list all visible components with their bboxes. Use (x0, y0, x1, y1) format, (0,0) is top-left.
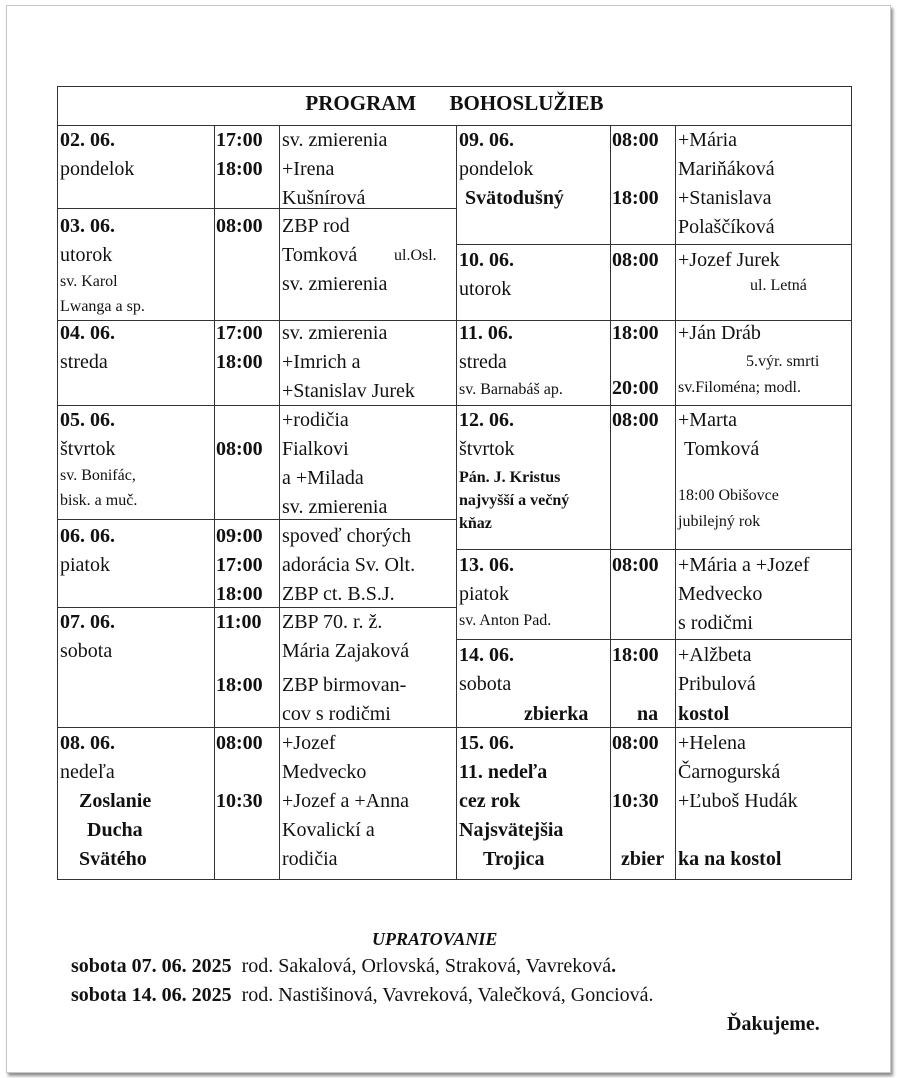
cleaning-date: sobota 14. 06. 2025 (71, 984, 232, 1006)
col-divider (214, 125, 215, 880)
feast: 11. nedeľa (459, 761, 548, 783)
feast: cez rok (459, 790, 521, 812)
intention: cov s rodičmi (282, 703, 391, 725)
time: 10:30 (612, 790, 659, 812)
weekday: sobota (459, 673, 512, 695)
time: 17:00 (216, 554, 263, 576)
intention: +Imrich a (282, 351, 361, 373)
intention: +rodičia (282, 409, 349, 431)
row-divider (58, 519, 456, 520)
intention: +Jozef a +Anna (282, 790, 409, 812)
feast: Najsvätejšia (459, 819, 564, 841)
date: 12. 06. (459, 409, 514, 431)
time: 20:00 (612, 377, 659, 399)
saint-note: Lwanga a sp. (60, 298, 145, 315)
time: 18:00 (612, 322, 659, 344)
feast: Svätodušný (465, 187, 564, 209)
date: 11. 06. (459, 322, 513, 344)
intention: +Stanislava (678, 187, 772, 209)
intention: +Ján Dráb (678, 322, 761, 344)
collection-note: zbier (621, 848, 665, 870)
thanks-text: Ďakujeme. (727, 1013, 820, 1035)
time: 17:00 (216, 129, 263, 151)
intention: +Ľuboš Hudák (678, 790, 798, 812)
intention: ZBP birmovan- (282, 674, 407, 696)
weekday: utorok (60, 244, 113, 266)
intention: sv. zmierenia (282, 129, 388, 151)
weekday: sobota (60, 640, 113, 662)
intention: Mária Zajaková (282, 640, 410, 662)
intention-note: sv.Filoména; modl. (678, 379, 801, 396)
cleaning-heading: UPRATOVANIE (372, 929, 498, 949)
intention: sv. zmierenia (282, 496, 388, 518)
time: 18:00 (612, 187, 659, 209)
weekday: štvrtok (459, 438, 515, 460)
collection-note: ka na kostol (678, 848, 782, 870)
date: 13. 06. (459, 554, 514, 576)
date: 10. 06. (459, 249, 514, 271)
page-title (58, 87, 851, 125)
intention: +Helena (678, 732, 746, 754)
time: 08:00 (612, 249, 659, 271)
feast: kňaz (459, 515, 492, 532)
title-word-bohosluzieb: BOHOSLUŽIEB (449, 91, 604, 115)
date: 02. 06. (60, 129, 115, 151)
collection-note: zbierka (524, 703, 589, 725)
time: 18:00 (612, 644, 659, 666)
intention-note: 5.výr. smrti (746, 353, 820, 370)
date: 05. 06. (60, 409, 115, 431)
intention: Mariňáková (678, 158, 775, 180)
intention-note: jubilejný rok (678, 513, 761, 530)
row-divider (456, 549, 851, 550)
intention: Fialkovi (282, 438, 349, 460)
time: 18:00 (216, 674, 263, 696)
time: 11:00 (216, 611, 262, 633)
date: 14. 06. (459, 644, 514, 666)
title-word-program: PROGRAM (305, 91, 417, 115)
intention: spoveď chorých (282, 525, 412, 547)
intention: adorácia Sv. Olt. (282, 554, 416, 576)
intention: sv. zmierenia (282, 273, 388, 295)
feast: Trojica (483, 848, 545, 870)
saint-note: sv. Anton Pad. (459, 612, 552, 629)
intention: +Jozef Jurek (678, 249, 780, 271)
intention: Čarnogurská (678, 761, 781, 783)
cleaning-period: . (611, 955, 617, 977)
intention: +Mária a +Jozef (678, 554, 810, 576)
intention: Kovalickí a (282, 819, 375, 841)
weekday: pondelok (60, 158, 135, 180)
collection-note: na (637, 703, 659, 725)
col-divider (456, 125, 457, 880)
intention: +Jozef (282, 732, 336, 754)
feast: najvyšší a večný (459, 492, 570, 509)
time: 08:00 (612, 409, 659, 431)
saint-note: sv. Bonifác, (60, 467, 136, 484)
time: 18:00 (216, 158, 263, 180)
intention-note: ul.Osl. (394, 247, 437, 264)
cleaning-families: rod. Sakalová, Orlovská, Straková, Vavreková (241, 955, 612, 977)
intention: +Irena (282, 158, 335, 180)
weekday: utorok (459, 278, 512, 300)
intention-note: 18:00 Obišovce (678, 487, 779, 504)
intention: a +Milada (282, 467, 364, 489)
cleaning-date: sobota 07. 06. 2025 (71, 955, 232, 977)
time: 08:00 (612, 129, 659, 151)
intention: ZBP rod (282, 215, 350, 237)
intention: Kušnírová (282, 187, 366, 209)
time: 08:00 (612, 732, 659, 754)
time: 17:00 (216, 322, 263, 344)
saint-note: sv. Karol (60, 273, 118, 290)
schedule-table (57, 86, 852, 880)
date: 09. 06. (459, 129, 514, 151)
weekday: štvrtok (60, 438, 116, 460)
weekday: streda (459, 351, 507, 373)
time: 10:30 (216, 790, 263, 812)
row-divider (58, 208, 456, 209)
intention: Medvecko (282, 761, 367, 783)
intention: +Alžbeta (678, 644, 752, 666)
intention: ZBP ct. B.S.J. (282, 583, 395, 605)
time: 09:00 (216, 525, 263, 547)
intention: sv. zmierenia (282, 322, 388, 344)
intention: Pribulová (678, 673, 756, 695)
intention: Tomková (684, 438, 760, 460)
intention: ZBP 70. r. ž. (282, 611, 383, 633)
date: 03. 06. (60, 215, 115, 237)
feast: Zoslanie (79, 790, 152, 812)
cleaning-row (71, 982, 654, 1008)
saint-note: sv. Barnabáš ap. (459, 381, 563, 398)
intention: rodičia (282, 848, 338, 870)
cleaning-row (71, 953, 616, 979)
time: 08:00 (216, 215, 263, 237)
feast: Ducha (87, 819, 143, 841)
weekday: pondelok (459, 158, 534, 180)
intention: Tomková (282, 244, 358, 266)
intention: +Marta (678, 409, 738, 431)
feast: Svätého (79, 848, 147, 870)
weekday: nedeľa (60, 761, 115, 783)
intention: +Stanislav Jurek (282, 380, 415, 402)
weekday: streda (60, 351, 108, 373)
row-divider (456, 244, 851, 245)
date: 06. 06. (60, 525, 115, 547)
col-divider (675, 125, 676, 880)
feast: Pán. J. Kristus (459, 469, 561, 486)
col-divider (610, 125, 611, 880)
weekday: piatok (459, 583, 509, 605)
time: 08:00 (216, 732, 263, 754)
col-divider (279, 125, 280, 880)
date: 04. 06. (60, 322, 115, 344)
intention: Polaščíková (678, 216, 775, 238)
intention: Medvecko (678, 583, 763, 605)
row-divider (456, 639, 851, 640)
intention: s rodičmi (678, 612, 753, 634)
cleaning-families: rod. Nastišinová, Vavreková, Valečková, Gonciová. (241, 984, 654, 1006)
collection-note: kostol (678, 703, 730, 725)
time: 18:00 (216, 583, 263, 605)
row-divider (58, 727, 456, 728)
date: 07. 06. (60, 611, 115, 633)
time: 18:00 (216, 351, 263, 373)
time: 08:00 (612, 554, 659, 576)
intention-note: ul. Letná (750, 277, 807, 294)
time: 08:00 (216, 438, 263, 460)
date: 08. 06. (60, 732, 115, 754)
intention: +Mária (678, 129, 738, 151)
saint-note: bisk. a muč. (60, 492, 138, 509)
date: 15. 06. (459, 732, 514, 754)
weekday: piatok (60, 554, 110, 576)
